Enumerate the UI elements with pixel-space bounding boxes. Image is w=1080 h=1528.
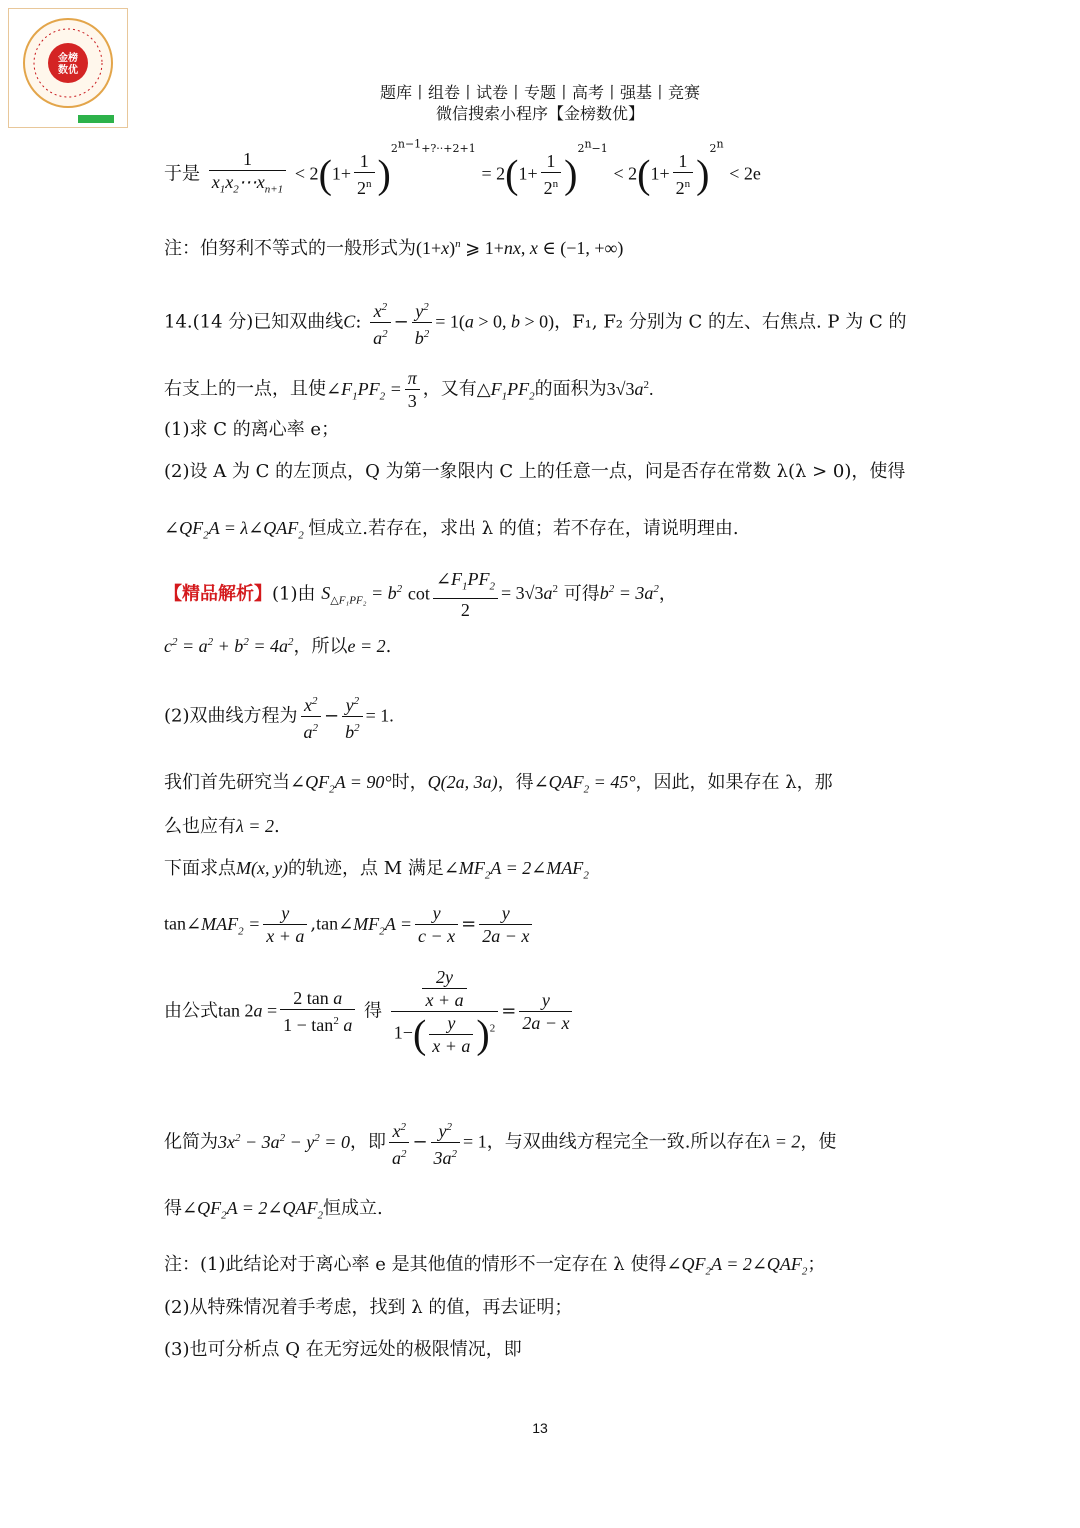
note-bernoulli: 注：伯努利不等式的一般形式为$(1+x)^n$ ⩾ 1+nx, x ∈ (−1, +∞)	[164, 238, 624, 259]
answer-line-2: $c^2 = a^2 + b^2 = 4a^2$，所以e = 2.	[164, 636, 392, 657]
question-part-1: (1)求 C 的离心率 e；	[164, 419, 340, 440]
answer-line-3: 我们首先研究当$\angle QF_2A = 90^\circ$时，Q(2a, 3a)，得$\angle QAF_2 = 45^\circ$，因此，如果存在 λ，那	[164, 772, 833, 796]
answer-simplify-line: 化简为$3x^2 - 3a^2 - y^2 = 0$，即 $\frac{x^2}{a^2}$ − $\frac{y^2}{3a^2}$ = 1，与双曲线方程完全一致.所以存在λ = 2，使	[164, 1116, 836, 1169]
answer-formula-line: 由公式tan 2a = $\frac{\text{2 tan a}}{1 - \tan^2 a}$ 得 $\frac{2y}{x + a}$ 1−( $\frac{y}{x + a}$ )$^2$ = $\frac{y}{2a - x}$	[164, 966, 575, 1057]
page-number: 13	[532, 1420, 548, 1436]
question-14-line-2: 右支上的一点，且使$\angle F_1PF_2$ = $\frac{\pi}{3}$ ，又有$\triangle F_1PF_2$的面积为$3√3a^2$.	[164, 368, 654, 411]
answer-line-1: 【精品解析】(1)由 $S_{\triangle F_1PF_2} = b^2$ cot $\frac{\angle F_1PF_2}{2}$ = $3√3a^2$ 可得$b^2 = 3a^2$，	[164, 569, 677, 620]
note-2-line-1: 注：(1)此结论对于离心率 e 是其他值的情形不一定存在 λ 使得$\angle QF_2A$ = $2\angle QAF_2$；	[164, 1254, 826, 1278]
svg-text:金榜: 金榜	[58, 53, 78, 64]
question-part-2b: $\angle QF_2A$ = $\lambda\angle QAF_2$ 恒成立.若存在，求出 λ 的值；若不存在，请说明理由.	[164, 518, 739, 542]
header-line-2: 微信搜索小程序【金榜数优】	[435, 104, 644, 123]
note-2-line-3: (3)也可分析点 Q 在无穷远处的极限情况，即	[164, 1339, 522, 1360]
header-line-1: 题库丨组卷丨试卷丨专题丨高考丨强基丨竞赛	[379, 83, 700, 102]
answer-tan-line: $\tan\angle MAF_2$ = $\frac{y}{x + a}$ $,\tan\angle MF_2A$ = $\frac{y}{c - x}$ = $\frac{y}{2a - x}$	[164, 902, 535, 947]
answer-line-4: 么也应有λ = 2.	[164, 816, 280, 837]
note-2-line-2: (2)从特殊情况着手考虑，找到 λ 的值，再去证明；	[164, 1297, 573, 1318]
answer-line-5: 下面求点M(x, y)的轨迹，点 M 满足$\angle MF_2A$ = $2\angle MAF_2$	[164, 858, 589, 882]
svg-text:数优: 数优	[58, 65, 78, 76]
question-14-line-1: 14.(14 分)已知双曲线C: $\frac{x^2}{a^2}$ − $\frac{y^2}{b^2}$ = 1(a > 0, b > 0)，F₁, F₂ 分别为 C 的左、右焦点. P 为 C 的	[164, 296, 906, 349]
formula-line-1: 于是 $\frac{1}{x_1x_2\cdots x_{n+1}}$ < 2(1+ $\frac{1}{2^n}$ )$^{2^{n-1}+?\cdot\cdot+2+1}$ = 2(1+ $\frac{1}{2^n}$ )$^{2^n-1}$ < 2(1+ $\frac{1}{2^n}$ )$^{2^n}$ < 2e	[164, 137, 761, 198]
question-part-2: (2)设 A 为 C 的左顶点，Q 为第一象限内 C 上的任意一点，问是否存在常数 λ(λ > 0)，使得	[164, 461, 906, 482]
answer-part-2: (2)双曲线方程为 $\frac{x^2}{a^2}$ − $\frac{y^2}{b^2}$ = 1.	[164, 690, 394, 743]
answer-conclusion: 得$\angle QF_2A$ = $2\angle QAF_2$恒成立.	[164, 1198, 383, 1222]
